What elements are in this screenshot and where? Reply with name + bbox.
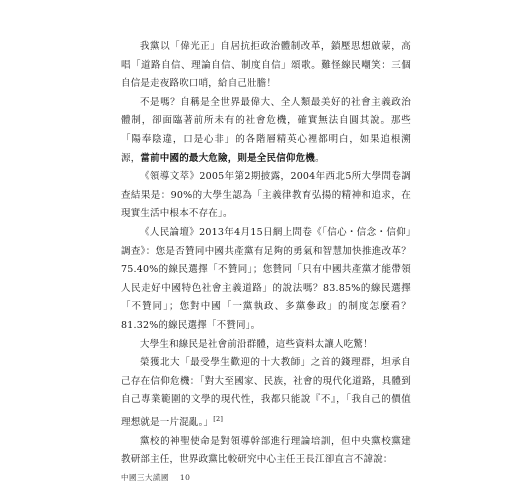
paragraph: 不是嗎？自稱是全世界最偉大、全人類最美好的社會主義政治體制，卻面臨著前所未有的社會危機，確實無法自圓其說。那些「陽奉陰違，口是心非」的各階層精英心裡都明白，如果追根溯源，當前中國的最大危險，則是全民信仰危機。 (121, 96, 411, 164)
paragraph: 黨校的神聖使命是對領導幹部進行理論培訓，但中央黨校黨建教研部主任，世界政黨比較研究中心主任王長江卻直言不諱說： (121, 435, 411, 466)
paragraph: 《領導文萃》2005年第2期披露，2004年西北5所大學問卷調查結果是：90%的大學生認為「主義律教育弘揚的精神和追求，在現實生活中根本不存在」。 (121, 171, 411, 220)
book-title: 中國三大謊國 (121, 473, 169, 482)
paragraph: 我黨以「偉光正」自居抗拒政治體制改革，鎖壓思想啟蒙，高唱「道路自信、理論自信、制度自信」頌歌。難怪線民嘲笑：三個自信是走夜路吹口哨，給自己壯膽！ (121, 41, 411, 90)
page-footer (121, 472, 190, 483)
paragraph: 大學生和線民是社會前沿群體，這些資料太讓人吃驚！ (140, 338, 373, 350)
page-number: 10 (179, 473, 191, 482)
paragraph: 榮獲北大「最受學生歡迎的十大教師」之首的錢理群，坦承自己存在信仰危機：「對大至國家、民族，社會的現代化道路，具體到自己專業範圍的文學的現代性，我都只能說『不』，「我自己的價值理想就是一片混亂。」[2] (121, 357, 411, 429)
body-text (121, 38, 411, 470)
footnote-marker: [2] (213, 414, 224, 423)
emphasis-text: 當前中國的最大危險，則是全民信仰危機 (140, 152, 316, 164)
paragraph: 《人民論壇》2013年4月15日網上問卷《「信心・信念・信仰」調查》：您是否贊同中國共產黨有足夠的勇氣和智慧加快推進改革？75.40%的線民選擇「不贊同」；您贊同「只有中國共產黨才能帶領人民走好中國特色社會主義道路」的說法嗎？83.85%的線民選擇「不贊同」；您對中國「一黨執政、多黨參政」的制度怎麼看？81.32%的線民選擇「不贊同」。 (121, 226, 411, 331)
